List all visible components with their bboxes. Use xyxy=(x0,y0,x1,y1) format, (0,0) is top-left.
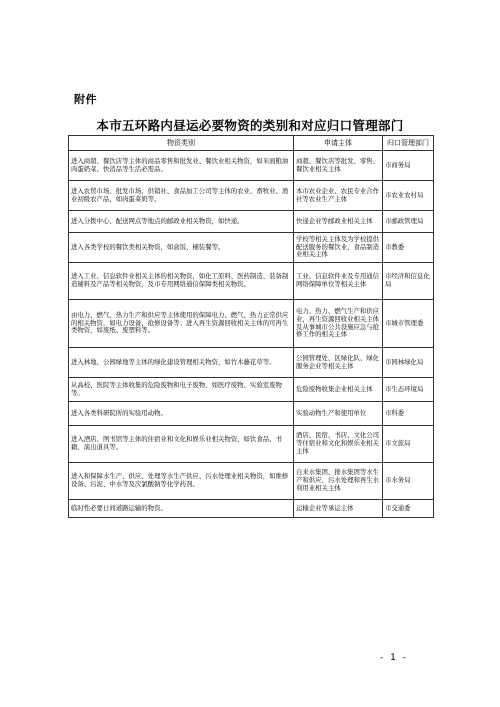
applicant-cell: 本市农业企业、农民专业合作社等农业生产主体 xyxy=(294,181,383,211)
applicant-cell: 危险废物收集企业相关主体 xyxy=(294,378,383,402)
department-cell: 市农业农村局 xyxy=(383,181,434,211)
category-cell: 进入林地、公园绿地等主体的绿化建设管理相关物资，如竹木藤花草等。 xyxy=(69,348,294,378)
applicant-cell: 自来水集团、排水集团等水生产和供应、污水处理和再生水利用业相关主体 xyxy=(294,463,383,500)
department-cell: 市文旅局 xyxy=(383,426,434,463)
applicant-cell: 快递企业等邮政业相关主体 xyxy=(294,211,383,233)
category-cell: 进入农贸市场、批发市场、供销社、食品加工公司等主体的农业、畜牧业、渔业初级农产品，如肉蛋菜奶等。 xyxy=(69,181,294,211)
category-cell: 进入分拨中心、配送网点等地点的邮政业相关物资，如快递。 xyxy=(69,211,294,233)
department-cell: 市园林绿化局 xyxy=(383,348,434,378)
category-cell: 进入和保障水生产、供应、处理等水生产供应、污水处理业相关物资，如维修设备、污泥、中水等及次氯酸钠等化学药剂。 xyxy=(69,463,294,500)
category-cell: 进入酒店、图书馆等主体的住宿业和文化和娱乐业相关物资，如饮食品、书籍、演出道具等。 xyxy=(69,426,294,463)
column-header-category: 物资类别 xyxy=(69,136,294,151)
table-row xyxy=(69,211,434,233)
category-cell: 进入商超、餐饮店等主体的商品零售和批发业、餐饮业相关物资，如米面粮油肉蛋奶菜、快消品等生活必需品。 xyxy=(69,151,294,181)
department-cell: 市水务局 xyxy=(383,463,434,500)
department-cell: 市邮政管理局 xyxy=(383,211,434,233)
category-cell: 进入各类学校的餐饮类相关物资，如盒饭、桶装餐等。 xyxy=(69,233,294,263)
table-header-row xyxy=(69,136,434,151)
column-header-department: 归口管理部门 xyxy=(383,136,434,151)
department-cell: 市教委 xyxy=(383,233,434,263)
table-row xyxy=(69,500,434,518)
table-row xyxy=(69,263,434,300)
category-cell: 进入工业、信息软件业相关主体的相关物资，如化工原料、医药制造、装备制造辅料及产品等相关物资，及市专用网络通信保障类相关物资。 xyxy=(69,263,294,300)
table-row xyxy=(69,233,434,263)
applicant-cell: 运输企业等承运主体 xyxy=(294,500,383,518)
table-row xyxy=(69,426,434,463)
table-row xyxy=(69,402,434,426)
table-row xyxy=(69,463,434,500)
department-cell: 市经济和信息化局 xyxy=(383,263,434,300)
attachment-label: 附件 xyxy=(74,93,97,106)
category-cell: 临时性必要日间道路运输的物资。 xyxy=(69,500,294,518)
page-number: - 1 - xyxy=(380,653,408,663)
department-cell: 市交通委 xyxy=(383,500,434,518)
applicant-cell: 学校等相关主体及为学校提供配送服务的餐饮业、食品制造业相关主体 xyxy=(294,233,383,263)
table-row xyxy=(69,348,434,378)
table-row xyxy=(69,378,434,402)
column-header-applicant: 申请主体 xyxy=(294,136,383,151)
document-title: 本市五环路内昼运必要物资的类别和对应归口管理部门 xyxy=(96,118,404,133)
category-cell: 从高校、医院等主体收集的危险废物和电子废物，如医疗废物、实验室废物等。 xyxy=(69,378,294,402)
materials-table xyxy=(68,135,434,518)
department-cell: 市科委 xyxy=(383,402,434,426)
applicant-cell: 实验动物生产和使用单位 xyxy=(294,402,383,426)
department-cell: 市生态环境局 xyxy=(383,378,434,402)
applicant-cell: 电力、热力、燃气生产和供应业，再生资源回收业相关主体及从事城市公共设施应急与抢修工作的相关主体 xyxy=(294,300,383,348)
table-row xyxy=(69,181,434,211)
department-cell: 市商务局 xyxy=(383,151,434,181)
applicant-cell: 商超、餐饮店等批发、零售、餐饮业相关主体 xyxy=(294,151,383,181)
applicant-cell: 公园管理处、区绿化队、绿化服务企业等相关主体 xyxy=(294,348,383,378)
table-row xyxy=(69,300,434,348)
applicant-cell: 工业、信息软件业及专用通信网络保障单位等相关主体 xyxy=(294,263,383,300)
department-cell: 市城市管理委 xyxy=(383,300,434,348)
category-cell: 进入各类科研院所的实验用动物。 xyxy=(69,402,294,426)
category-cell: 由电力、燃气、热力生产和供应等主体使用的保障电力、燃气、热力正常供应的相关物资，如电力设备、抢修设备等；进入再生资源回收相关主体的可再生类物资，如废纸、废塑料等。 xyxy=(69,300,294,348)
table-row xyxy=(69,151,434,181)
applicant-cell: 酒店、民宿、书店、文化公司等住宿业和文化和娱乐业相关主体 xyxy=(294,426,383,463)
